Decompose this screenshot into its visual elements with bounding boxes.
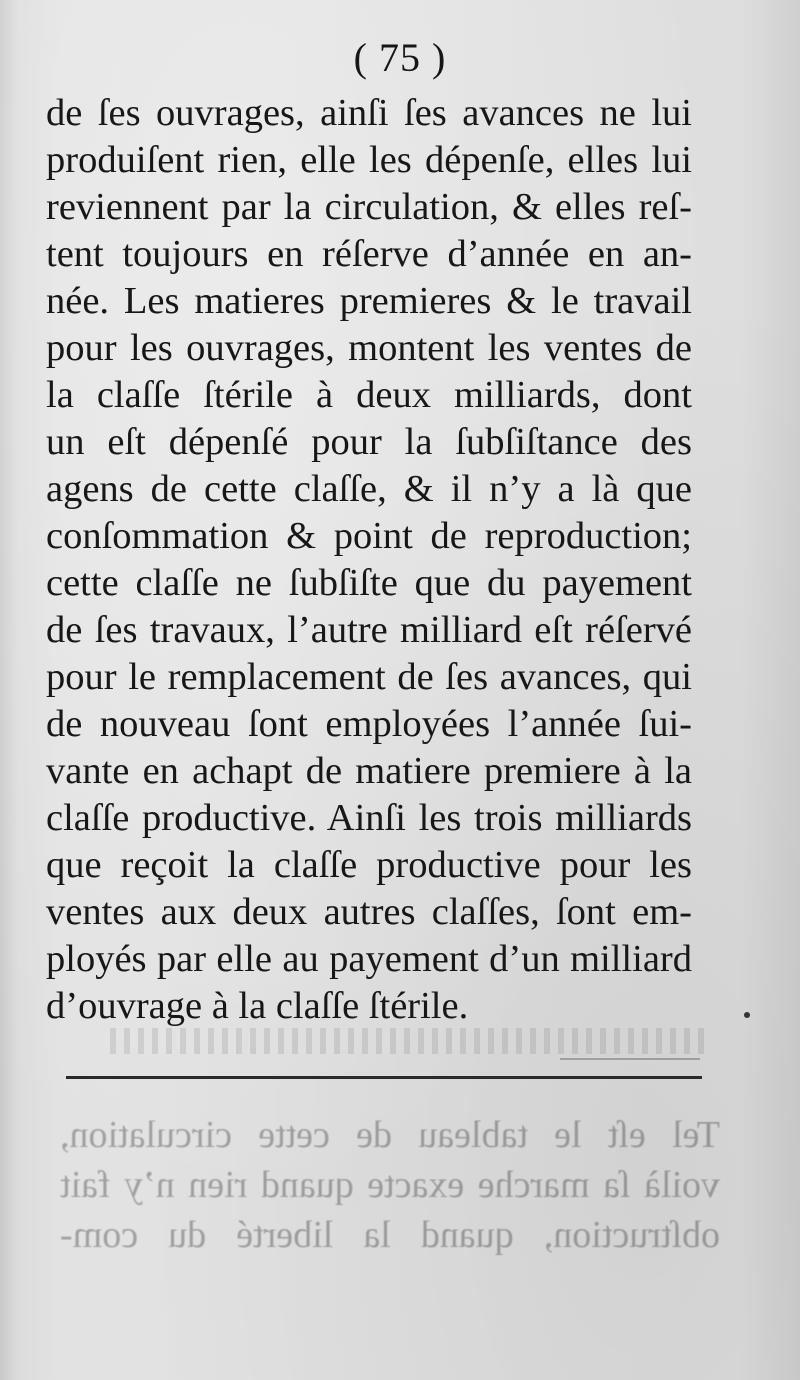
text-line: la claſſe ſtérile à deux milliards, dont <box>46 374 692 416</box>
ghost-ornament <box>110 1028 710 1054</box>
bleed-line: obſtruction, quand la liberté du com- <box>60 1214 720 1256</box>
text-line: ventes aux deux autres claſſes, ſont em- <box>46 891 692 933</box>
text-line: conſommation & point de reproduction; <box>46 515 692 557</box>
bleed-line: voilà ſa marche exacte quand rien n’y fait <box>60 1164 720 1206</box>
text-line: agens de cette claſſe, & il n’y a là que <box>46 468 692 510</box>
text-line: de ſes ouvrages, ainſi ſes avances ne lui <box>46 92 692 134</box>
text-line: vante en achapt de matiere premiere à la <box>46 750 692 792</box>
text-line: née. Les matieres premieres & le travail <box>46 280 692 322</box>
text-line: de ſes travaux, l’autre milliard eſt réſervé <box>46 609 692 651</box>
ink-speck <box>744 1012 750 1018</box>
text-line: pour le remplacement de ſes avances, qui <box>46 656 692 698</box>
bleed-line: Tel eſt le tableau de cette circulation, <box>60 1114 720 1156</box>
faint-rule <box>560 1058 700 1060</box>
bleed-through-text <box>60 1110 720 1260</box>
body-text <box>46 90 692 1030</box>
text-line: d’ouvrage à la claſſe ſtérile. <box>46 985 469 1027</box>
text-line: claſſe productive. Ainſi les trois milliards <box>46 797 692 839</box>
text-line: tent toujours en réſerve d’année en an- <box>46 233 692 275</box>
text-line: de nouveau ſont employées l’année ſui- <box>46 703 692 745</box>
text-line: que reçoit la claſſe productive pour les <box>46 844 692 886</box>
page-number: ( 75 ) <box>353 35 447 80</box>
text-line: pour les ouvrages, montent les ventes de <box>46 327 692 369</box>
text-line: produiſent rien, elle les dépenſe, elles lui <box>46 139 692 181</box>
text-line: un eſt dépenſé pour la ſubſiſtance des <box>46 421 692 463</box>
section-rule <box>66 1076 702 1079</box>
text-line: cette claſſe ne ſubſiſte que du payement <box>46 562 692 604</box>
text-line: ployés par elle au payement d’un milliard <box>46 938 692 980</box>
text-line: reviennent par la circulation, & elles reſ- <box>46 186 692 228</box>
